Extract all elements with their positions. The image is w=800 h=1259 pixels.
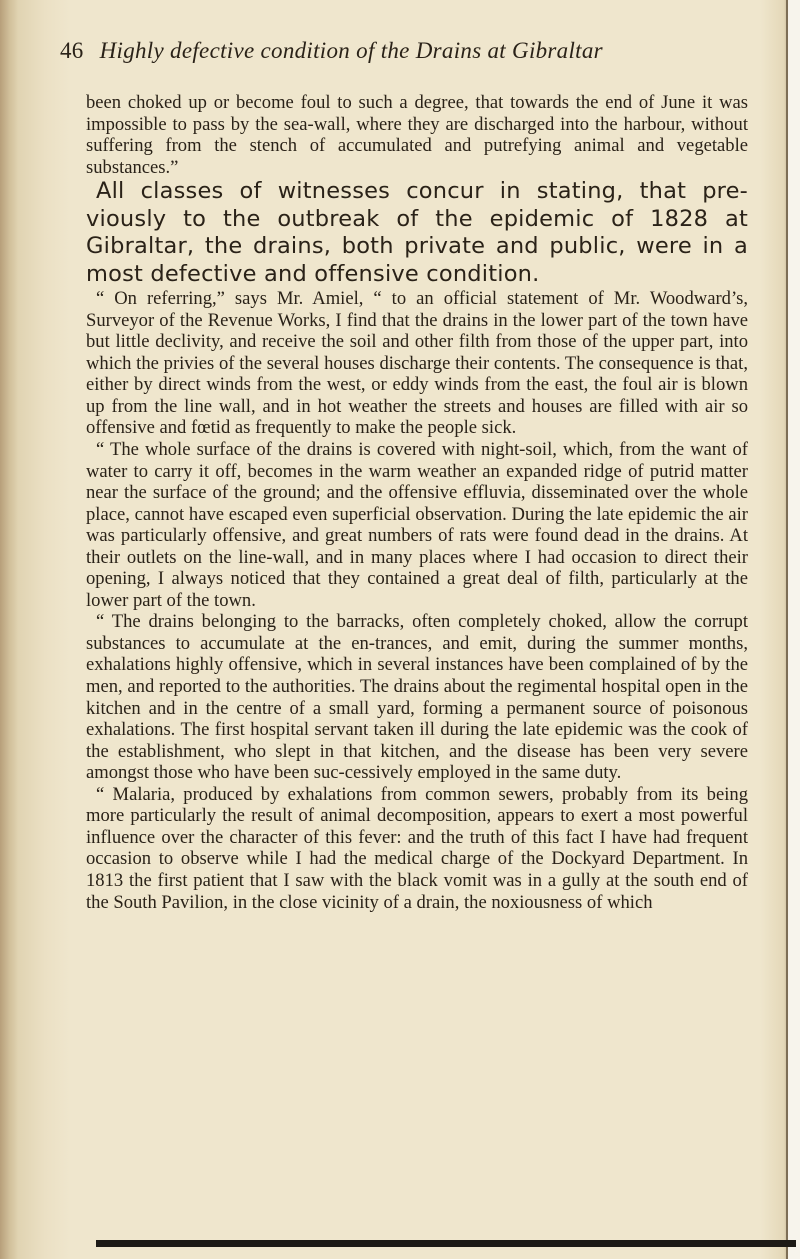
bottom-rule <box>96 1240 796 1247</box>
paragraph-continued: been choked up or become foul to such a degree, that towards the end of June it was impossible to pass by the sea-wall, where they are discharged into the harbour, without suffering from the stench of accumulated and putrefying animal and vegetable substances.” <box>86 92 748 178</box>
body-text <box>86 92 748 913</box>
page-edge <box>786 0 800 1259</box>
page-number: 46 <box>60 38 84 63</box>
paragraph-quote: “ The drains belonging to the barracks, often completely choked, allow the corrupt substances to accumulate at the en-trances, and emit, during the summer months, exhalations highly offensive, which in several instances have been complained of by the men, and reported to the authorities. The drains about the regimental hospital open in the kitchen and in the centre of a small yard, forming a permanent source of poisonous exhalations. The first hospital servant taken ill during the late epidemic was the cook of the establishment, who slept in that kitchen, and the disease has been very severe amongst those who have been suc-cessively employed in the same duty. <box>86 611 748 784</box>
running-title: Highly defective condition of the Drains at Gibraltar <box>99 38 603 63</box>
paragraph-quote: “ The whole surface of the drains is covered with night-soil, which, from the want of water to carry it off, becomes in the warm weather an expanded ridge of putrid matter near the surface of the ground; and the offensive effluvia, disseminated over the whole place, cannot have escaped even superficial observation. During the late epidemic the air was particularly offensive, and great numbers of rats were found dead in the drains. At their outlets on the line-wall, and in many places where I had occasion to direct their opening, I always noticed that they contained a great deal of filth, particularly at the lower part of the town. <box>86 439 748 611</box>
page-gutter <box>0 0 18 1259</box>
paragraph-quote: “ On referring,” says Mr. Amiel, “ to an official statement of Mr. Woodward’s, Surveyor of the Revenue Works, I find that the drains in the lower part of the town have but little declivity, and receive the soil and other filth from those of the upper part, into which the privies of the several houses discharge their contents. The consequence is that, either by direct winds from the west, or eddy winds from the east, the foul air is blown up from the line wall, and in hot weather the streets and houses are filled with air so offensive and fœtid as frequently to make the people sick. <box>86 288 748 439</box>
running-header <box>60 38 710 64</box>
paragraph-quote: “ Malaria, produced by exhalations from common sewers, probably from its being more particularly the result of animal decomposition, appears to exert a most powerful influence over the character of this fever: and the truth of this fact I have had frequent occasion to observe while I had the medical charge of the Dockyard Department. In 1813 the first patient that I saw with the black vomit was in a gully at the south end of the South Pavilion, in the close vicinity of a drain, the noxiousness of which <box>86 783 748 913</box>
marginal-summary: All classes of witnesses concur in stating, that pre-viously to the outbreak of the epidemic of 1828 at Gibraltar, the drains, both private and public, were in a most defective and offensive condition. <box>86 178 748 287</box>
